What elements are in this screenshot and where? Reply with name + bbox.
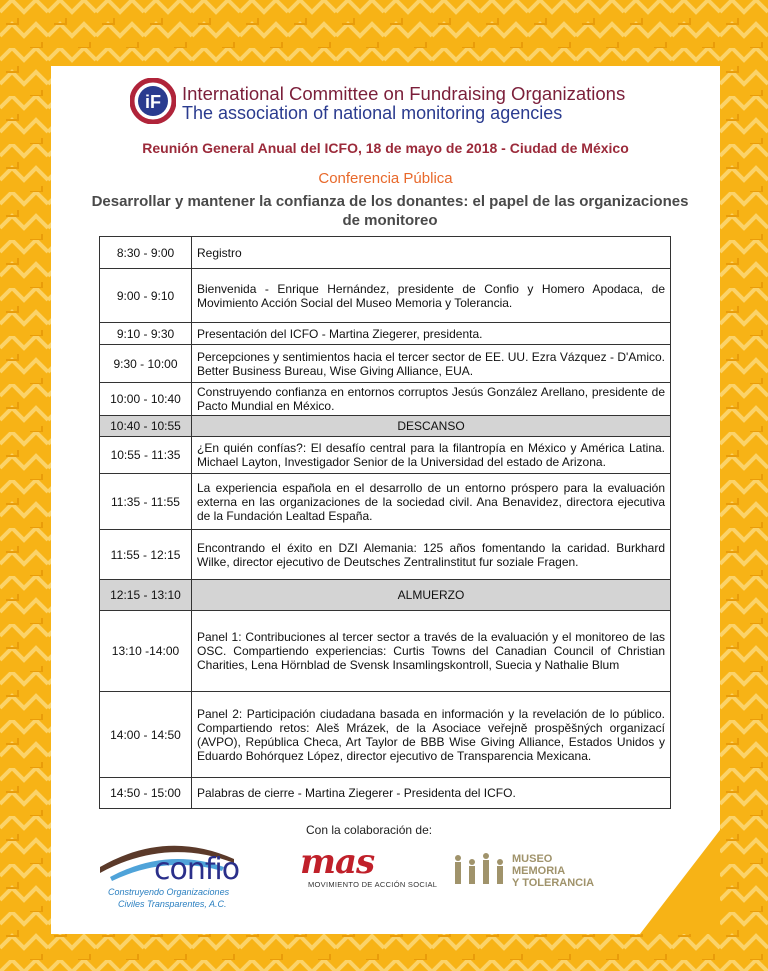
- agenda-time: 10:40 - 10:55: [100, 416, 192, 437]
- agenda-row: [100, 383, 671, 416]
- agenda-description: Panel 1: Contribuciones al tercer sector a través de la evaluación y el monitoreo de las OSC. Compartiendo experiencias: Curtis Towns del Canadian Council of Christian Charities, Lena Hörnblad de Svensk Insamlingskontroll, Suecia y Nathalie Blum: [192, 611, 671, 692]
- org-subtitle: The association of national monitoring agencies: [182, 103, 563, 123]
- agenda-time: 9:00 - 9:10: [100, 269, 192, 323]
- agenda-time: 8:30 - 9:00: [100, 237, 192, 269]
- agenda-row: [100, 269, 671, 323]
- agenda-time: 14:00 - 14:50: [100, 692, 192, 778]
- agenda-time: 9:10 - 9:30: [100, 323, 192, 345]
- agenda-time: 9:30 - 10:00: [100, 345, 192, 383]
- agenda-time: 11:55 - 12:15: [100, 530, 192, 580]
- agenda-time: 10:00 - 10:40: [100, 383, 192, 416]
- agenda-row: [100, 237, 671, 269]
- agenda-row: [100, 474, 671, 530]
- agenda-row: [100, 323, 671, 345]
- mas-subtitle: MOVIMIENTO DE ACCIÓN SOCIAL: [308, 880, 438, 889]
- agenda-time: 14:50 - 15:00: [100, 778, 192, 809]
- agenda-time: 10:55 - 11:35: [100, 437, 192, 474]
- mas-wordmark: mas: [300, 842, 375, 882]
- icfo-header: [130, 78, 650, 126]
- svg-text:iF: iF: [145, 92, 161, 112]
- collaboration-label: Con la colaboración de:: [306, 823, 433, 837]
- agenda-row: [100, 611, 671, 692]
- agenda-description: Palabras de cierre - Martina Ziegerer - Presidenta del ICFO.: [192, 778, 671, 809]
- meeting-title: Reunión General Anual del ICFO, 18 de mayo de 2018 - Ciudad de México: [142, 140, 629, 156]
- agenda-break-label: DESCANSO: [192, 416, 671, 437]
- conference-label: Conferencia Pública: [318, 170, 453, 187]
- agenda-description: La experiencia española en el desarrollo de un entorno próspero para la evaluación externa en las organizaciones de la sociedad civil. Ana Benavidez, directora ejecutiva de la Fundación Lealtad España.: [192, 474, 671, 530]
- agenda-break-label: ALMUERZO: [192, 580, 671, 611]
- agenda-table: [99, 236, 671, 809]
- agenda-time: 13:10 -14:00: [100, 611, 192, 692]
- org-name: International Committee on Fundraising Organizations: [182, 83, 626, 104]
- icfo-logo-icon: [130, 78, 176, 124]
- agenda-time: 12:15 - 13:10: [100, 580, 192, 611]
- agenda-row: [100, 778, 671, 809]
- agenda-break-row: [100, 416, 671, 437]
- agenda-break-row: [100, 580, 671, 611]
- agenda-description: Presentación del ICFO - Martina Ziegerer, presidenta.: [192, 323, 671, 345]
- agenda-description: Percepciones y sentimientos hacia el tercer sector de EE. UU. Ezra Vázquez - D'Amico. Better Business Bureau, Wise Giving Alliance, EUA.: [192, 345, 671, 383]
- agenda-row: [100, 437, 671, 474]
- agenda-row: [100, 530, 671, 580]
- museo-figures-icon: [450, 852, 508, 886]
- confio-tagline-2: Civiles Transparentes, A.C.: [118, 899, 227, 909]
- agenda-row: [100, 345, 671, 383]
- agenda-description: Construyendo confianza en entornos corruptos Jesús González Arellano, presidente de Pacto Mundial en México.: [192, 383, 671, 416]
- confio-wordmark: confio: [154, 852, 240, 887]
- topic-line-2: de monitoreo: [342, 212, 438, 229]
- agenda-row: [100, 692, 671, 778]
- agenda-description: Encontrando el éxito en DZI Alemania: 125 años fomentando la caridad. Burkhard Wilke, director ejecutivo de Deutsches Zentralinstitut fur soziale Fragen.: [192, 530, 671, 580]
- agenda-description: ¿En quién confías?: El desafío central para la filantropía en México y América Latina. Michael Layton, Investigador Senior de la Universidad del estado de Arizona.: [192, 437, 671, 474]
- agenda-time: 11:35 - 11:55: [100, 474, 192, 530]
- confio-tagline-1: Construyendo Organizaciones: [108, 887, 230, 897]
- museo-line-3: Y TOLERANCIA: [512, 877, 595, 889]
- agenda-description: Registro: [192, 237, 671, 269]
- agenda-description: Panel 2: Participación ciudadana basada en información y la revelación de lo público. Compartiendo retos: Aleš Mrázek, de la Asociace veřejně prospěšných organizací (AVPO), República Checa, Art Taylor de BBB Wise Giving Alliance, Estados Unidos y Eduardo Bohórquez López, director ejecutivo de Transparencia Mexicana.: [192, 692, 671, 778]
- agenda-description: Bienvenida - Enrique Hernández, presidente de Confio y Homero Apodaca, de Movimiento Acción Social del Museo Memoria y Tolerancia.: [192, 269, 671, 323]
- museo-line-2: MEMORIA: [512, 865, 566, 877]
- topic-line-1: Desarrollar y mantener la confianza de los donantes: el papel de las organizaciones: [91, 193, 689, 210]
- conference-topic: [70, 192, 710, 230]
- museo-line-1: MUSEO: [512, 853, 553, 865]
